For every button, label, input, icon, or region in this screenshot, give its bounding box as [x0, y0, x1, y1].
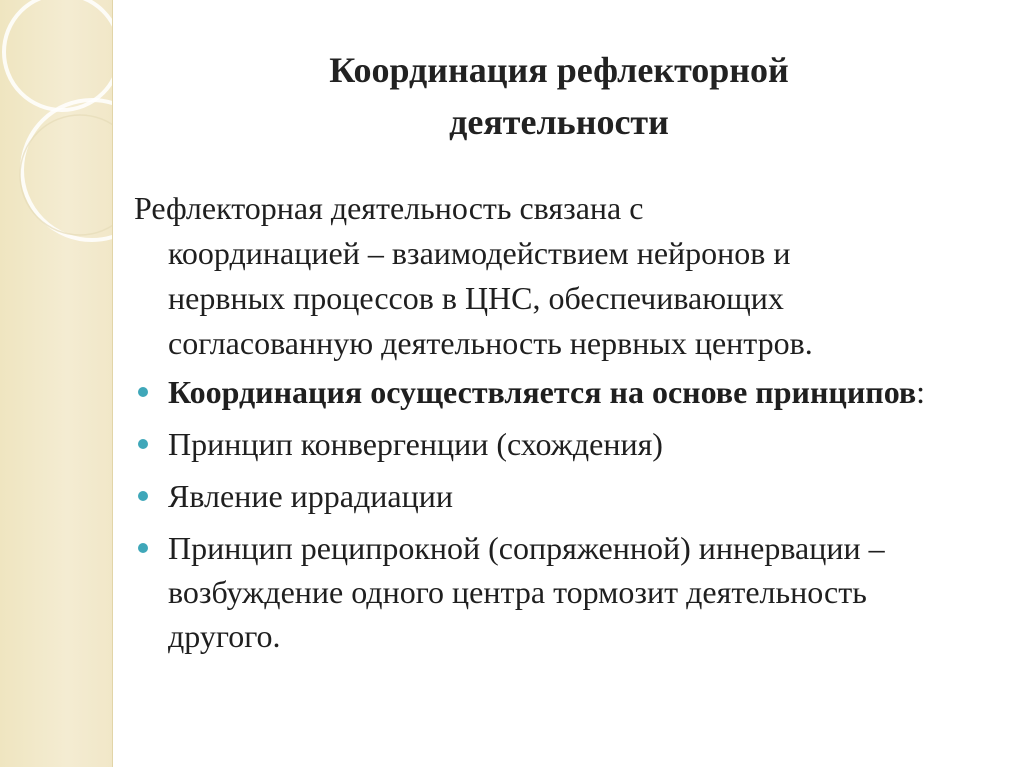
bullet-icon [138, 439, 148, 449]
intro-line-1: Рефлекторная деятельность связана с [134, 190, 644, 226]
list-item-text: Принцип конвергенции (схождения) [168, 426, 663, 462]
bullet-icon [138, 543, 148, 553]
decorative-circles [0, 0, 112, 767]
intro-paragraph [134, 186, 984, 366]
slide-title: Координация рефлекторной деятельности [329, 50, 789, 142]
list-item-text: Принцип реципрокной (сопряженной) иннервации – возбуждение одного центра тормозит деятельность другого. [168, 530, 885, 654]
bullet-icon [138, 491, 148, 501]
list-item [134, 526, 984, 658]
intro-line-2: координацией – взаимодействием нейронов и [168, 235, 791, 271]
list-item [134, 370, 984, 414]
list-item [134, 474, 984, 518]
bullet-icon [138, 387, 148, 397]
decorative-sidebar [0, 0, 113, 767]
list-item-text: Явление иррадиации [168, 478, 453, 514]
principles-list [134, 370, 984, 658]
intro-line-4: согласованную деятельность нервных центров. [168, 325, 813, 361]
list-item [134, 422, 984, 466]
slide-content [134, 44, 984, 666]
list-item-bold: Координация осуществляется на основе принципов [168, 374, 917, 410]
list-item-text: : [916, 374, 926, 410]
intro-line-3: нервных процессов в ЦНС, обеспечивающих [168, 280, 784, 316]
